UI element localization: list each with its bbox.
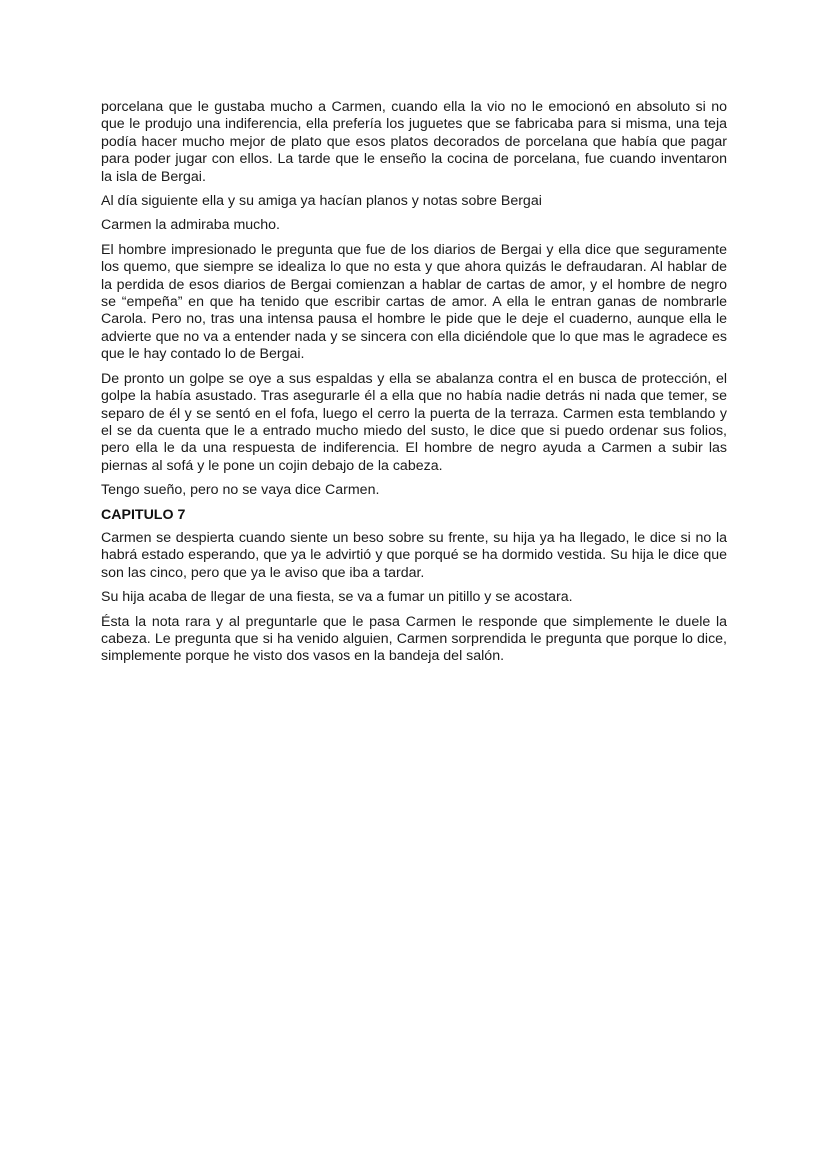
paragraph-fiesta: Su hija acaba de llegar de una fiesta, se va a fumar un pitillo y se acostara.	[101, 589, 573, 606]
paragraph-dia-siguiente: Al día siguiente ella y su amiga ya hacían planos y notas sobre Bergai	[101, 193, 542, 210]
paragraph-porcelana: porcelana que le gustaba mucho a Carmen, cuando ella la vio no le emocionó en absoluto si no que le produjo una indiferencia, ella prefería los juguetes que se fabricaba para si misma, una teja podía hacer mucho mejor de plato que esos platos decorados de porcelana que había que pagar para poder jugar con ellos. La tarde que le enseño la cocina de porcelana, fue cuando inventaron la isla de Bergai.	[101, 99, 727, 185]
paragraph-golpe: De pronto un golpe se oye a sus espaldas y ella se abalanza contra el en busca de protección, el golpe la había asustado. Tras asegurarle él a ella que no había nadie detrás ni nada que temer, se separo de él y se sentó en el fofa, luego el cerro la puerta de la terraza. Carmen esta temblando y el se da cuenta que le a entrado mucho miedo del susto, le dice que si puedo ordenar sus folios, pero ella le da una respuesta de indiferencia. El hombre de negro ayuda a Carmen a subir las piernas al sofá y le pone un cojin debajo de la cabeza.	[101, 370, 727, 474]
document-body	[101, 99, 727, 673]
paragraph-tengo-sueno: Tengo sueño, pero no se vaya dice Carmen.	[101, 482, 380, 499]
paragraph-nota-rara: Ésta la nota rara y al preguntarle que le pasa Carmen le responde que simplemente le duele la cabeza. Le pregunta que si ha venido alguien, Carmen sorprendida le pregunta que porque lo dice, simplemente porque he visto dos vasos en la bandeja del salón.	[101, 613, 727, 665]
paragraph-despierta: Carmen se despierta cuando siente un beso sobre su frente, su hija ya ha llegado, le dice si no la habrá estado esperando, que ya le advirtió y que porqué se ha dormido vestida. Su hija le dice que son las cinco, pero que ya le aviso que iba a tardar.	[101, 529, 727, 581]
chapter-heading: CAPITULO 7	[101, 506, 186, 523]
paragraph-admiraba: Carmen la admiraba mucho.	[101, 217, 280, 234]
paragraph-diarios-bergai: El hombre impresionado le pregunta que fue de los diarios de Bergai y ella dice que seguramente los quemo, que siempre se idealiza lo que no esta y que ahora quizás le defraudaran. Al hablar de la perdida de esos diarios de Bergai comienzan a hablar de cartas de amor, y el hombre de negro se “empeña” en que ha tenido que escribir cartas de amor. A ella le entran ganas de nombrarle Carola. Pero no, tras una intensa pausa el hombre le pide que le deje el cuaderno, aunque ella le advierte que no va a entender nada y se sincera con ella diciéndole que lo que mas le agradece es que le hay contado lo de Bergai.	[101, 241, 727, 363]
